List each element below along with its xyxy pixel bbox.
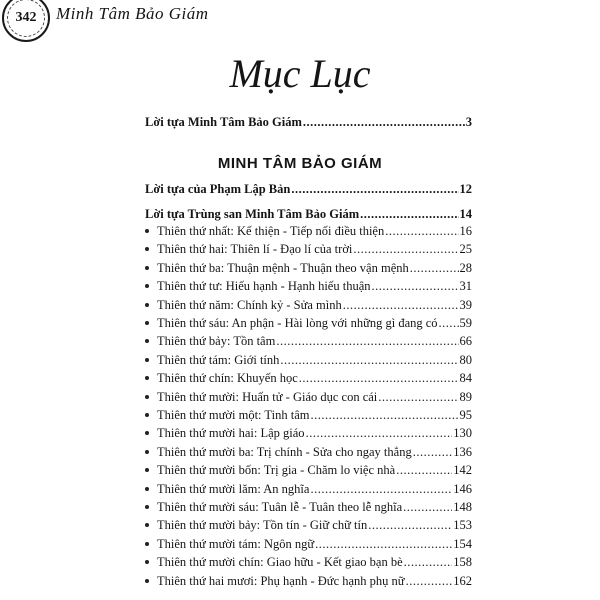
dot-leader [404, 553, 453, 571]
toc-entry-chapter[interactable] [145, 443, 472, 461]
dot-leader [406, 572, 453, 590]
dot-leader [396, 461, 452, 479]
toc-entry-page: 130 [453, 426, 472, 441]
toc-entry-intro[interactable] [145, 113, 472, 131]
toc-entry-chapter[interactable] [145, 314, 472, 332]
dot-leader [299, 369, 459, 387]
toc-entry-page: 136 [453, 444, 472, 459]
toc-entry-chapter[interactable] [145, 277, 472, 295]
toc-entry-chapter[interactable] [145, 388, 472, 406]
dot-leader [306, 424, 453, 442]
page-number-badge [2, 0, 50, 42]
dot-leader [303, 113, 465, 131]
toc-entry-chapter[interactable] [145, 424, 472, 442]
bullet-icon [145, 266, 149, 270]
toc-entry-label: Thiên thứ mười một: Tinh tâm [157, 408, 310, 422]
toc-entry-page: 148 [453, 500, 472, 514]
toc-entry-page: 59 [459, 316, 472, 330]
toc-entry-label: Lời tựa Trùng san Minh Tâm Bảo Giám [145, 207, 360, 221]
toc-entry-chapter[interactable] [145, 369, 472, 387]
toc-entry-chapter[interactable] [145, 553, 472, 571]
toc-entry-label: Thiên thứ hai mươi: Phụ hạnh - Đức hạnh phụ nữ [157, 573, 405, 588]
bullet-icon [145, 376, 149, 380]
toc-entry-label: Thiên thứ tư: Hiếu hạnh - Hạnh hiếu thuận [157, 279, 371, 294]
toc-entry-chapter[interactable] [145, 240, 472, 258]
toc-entry-label: Thiên thứ mười hai: Lập giáo [157, 426, 305, 441]
running-title: Minh Tâm Bảo Giám [56, 4, 209, 23]
bullet-icon [145, 542, 149, 546]
section-heading: MINH TÂM BẢO GIÁM [217, 155, 383, 172]
toc-entry-chapter[interactable] [145, 351, 472, 369]
toc-entry-chapter[interactable] [145, 572, 472, 590]
toc-title: Mục Lục [229, 51, 371, 96]
bullet-icon [145, 487, 149, 491]
page-number: 342 [15, 10, 37, 25]
bullet-icon [145, 413, 149, 417]
toc-entry-chapter[interactable] [145, 498, 472, 516]
toc-entry-page: 162 [453, 573, 472, 588]
dot-leader [439, 314, 459, 332]
bullet-icon [145, 450, 149, 454]
toc-entry-label: Thiên thứ hai: Thiên lí - Đạo lí của trời [157, 242, 353, 257]
toc-entry-label: Thiên thứ mười ba: Trị chính - Sửa cho ngay thẳng [157, 444, 412, 459]
toc-entry-chapter[interactable] [145, 296, 472, 314]
bullet-icon [145, 229, 149, 233]
toc-entry-page: 89 [459, 389, 472, 404]
dot-leader [368, 516, 452, 534]
dot-leader [315, 535, 452, 553]
bullet-icon [145, 523, 149, 527]
toc-entry-page: 28 [459, 260, 472, 275]
toc-entry-label: Thiên thứ chín: Khuyến học [157, 371, 298, 386]
toc-entry-page: 84 [459, 371, 472, 386]
toc-entry-chapter[interactable] [145, 332, 472, 350]
toc-entry-page: 25 [459, 242, 472, 257]
bullet-icon [145, 579, 149, 583]
dot-leader [353, 240, 458, 258]
toc-entry-label: Lời tựa Minh Tâm Bảo Giám [145, 115, 302, 129]
toc-entry-chapter[interactable] [145, 535, 472, 553]
toc-entry-page: 154 [453, 536, 472, 551]
toc-entry-label: Thiên thứ mười sáu: Tuân lễ - Tuân theo lễ nghĩa [157, 500, 403, 514]
bullet-icon [145, 431, 149, 435]
toc-entry-chapter[interactable] [145, 480, 472, 498]
dot-leader [310, 480, 452, 498]
dot-leader [291, 180, 458, 198]
toc-entry-chapter[interactable] [145, 259, 472, 277]
toc-entry-page: 16 [459, 224, 472, 238]
toc-entry-chapter[interactable] [145, 516, 472, 534]
dot-leader [343, 296, 459, 314]
toc-entry-label: Lời tựa của Phạm Lập Bản [145, 182, 291, 196]
bullet-icon [145, 395, 149, 399]
dot-leader [276, 332, 458, 350]
bullet-icon [145, 303, 149, 307]
bullet-icon [145, 505, 149, 509]
toc-entry-label: Thiên thứ mười chín: Giao hữu - Kết giao bạn bè [157, 555, 403, 570]
toc-entry-page: 95 [459, 408, 472, 422]
dot-leader [378, 388, 458, 406]
bullet-icon [145, 560, 149, 564]
bullet-icon [145, 247, 149, 251]
toc-entry-chapter[interactable] [145, 222, 472, 240]
dot-leader [385, 222, 458, 240]
toc-entry-page: 31 [459, 279, 472, 294]
dot-leader [413, 443, 453, 461]
dot-leader [372, 277, 459, 295]
toc-entry-page: 3 [465, 115, 472, 129]
toc-entry-label: Thiên thứ ba: Thuận mệnh - Thuận theo vận mệnh [157, 260, 409, 275]
bullet-icon [145, 339, 149, 343]
bullet-icon [145, 468, 149, 472]
toc-entry-label: Thiên thứ sáu: An phận - Hài lòng với những gì đang có [157, 316, 438, 330]
toc-entry-label: Thiên thứ mười lăm: An nghĩa [157, 481, 310, 496]
bullet-icon [145, 358, 149, 362]
toc-entry-page: 39 [459, 297, 472, 312]
toc-entry-page: 142 [453, 463, 472, 478]
toc-entry-page: 12 [459, 182, 472, 196]
toc-entry-chapter[interactable] [145, 406, 472, 424]
toc-entry-page: 80 [459, 352, 472, 367]
toc-entry-label: Thiên thứ nhất: Kế thiện - Tiếp nối điều thiện [157, 224, 385, 238]
toc-entry-label: Thiên thứ mười tám: Ngôn ngữ [157, 536, 315, 551]
toc-entry-label: Thiên thứ tám: Giới tính [157, 352, 280, 367]
toc-entry-label: Thiên thứ mười bảy: Tồn tín - Giữ chữ tín [157, 518, 368, 533]
toc-entry-page: 158 [453, 555, 472, 570]
dot-leader [280, 351, 458, 369]
toc-entry-label: Thiên thứ mười bốn: Trị gia - Chăm lo việc nhà [157, 463, 396, 478]
toc-entry-label: Thiên thứ bảy: Tồn tâm [157, 334, 276, 349]
toc-entry-page: 66 [459, 334, 472, 349]
toc-entry-label: Thiên thứ năm: Chính kỷ - Sửa mình [157, 297, 342, 312]
toc-entry-preface[interactable] [145, 180, 472, 198]
dot-leader [403, 498, 452, 516]
toc-entry-page: 153 [453, 518, 472, 533]
bullet-icon [145, 284, 149, 288]
dot-leader [410, 259, 459, 277]
dot-leader [310, 406, 458, 424]
toc-entry-page: 146 [453, 481, 472, 496]
toc-entry-page: 14 [459, 207, 472, 221]
toc-entry-chapter[interactable] [145, 461, 472, 479]
page-header [0, 0, 600, 40]
toc-entry-label: Thiên thứ mười: Huấn tử - Giáo dục con cái [157, 389, 378, 404]
toc-entry-preface[interactable] [145, 205, 472, 223]
bullet-icon [145, 321, 149, 325]
dot-leader [360, 205, 458, 223]
